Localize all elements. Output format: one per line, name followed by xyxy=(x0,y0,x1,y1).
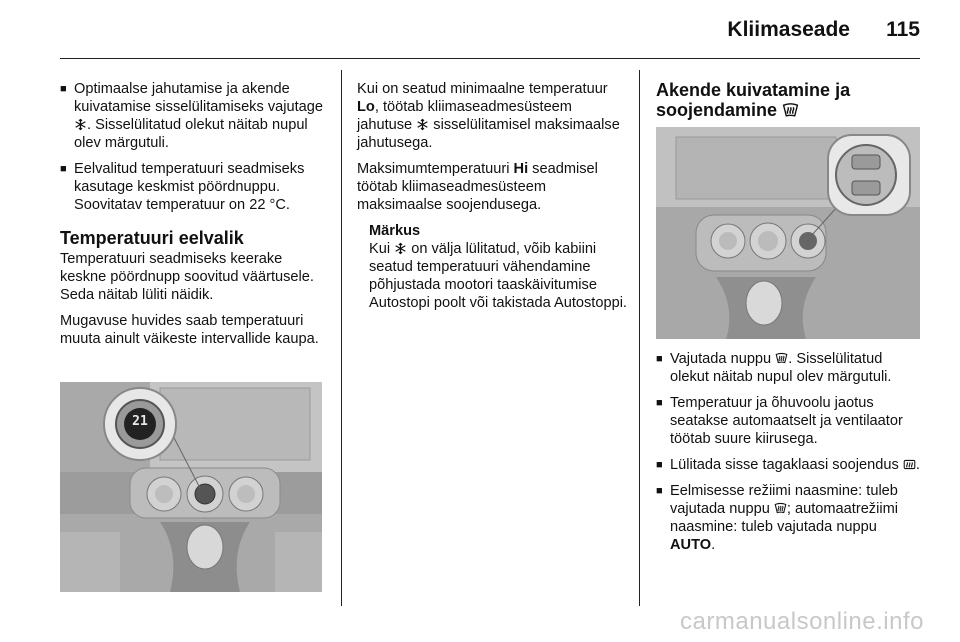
windscreen-defrost-icon xyxy=(774,502,787,515)
paragraph: Temperatuuri seadmiseks keerake keskne pöördnupp soovitud väärtusele. Seda näitab lüliti näidik. xyxy=(60,251,314,303)
paragraph: Maksimumtemperatuuri Hi seadmisel töötab kliimaseadmesüsteem maksimaalse soojendusega. xyxy=(357,161,598,213)
snowflake-icon xyxy=(416,118,429,131)
note-text: Kui on välja lülitatud, võib kabiini seatud temperatuuri vähendamine põhjustada mootori taaskäivitumise Autostopi poolt või takistada Autostoppi. xyxy=(369,241,627,311)
snowflake-icon xyxy=(74,118,87,131)
list-item xyxy=(656,350,924,386)
list-item xyxy=(656,482,924,554)
bullet-text: Eelmisesse režiimi naasmine: tuleb vajutada nuppu ; automaatrežiimi naasmine: tuleb vajutada nuppu AUTO. xyxy=(670,483,898,553)
windscreen-defrost-icon xyxy=(775,352,788,365)
windscreen-defrost-icon xyxy=(782,102,799,119)
bullet-mark: ■ xyxy=(656,397,663,409)
rear-window-heat-icon xyxy=(903,458,916,471)
column-3 xyxy=(656,80,924,122)
column-1 xyxy=(60,80,330,356)
column-divider-2 xyxy=(639,70,640,606)
list-item xyxy=(656,456,924,474)
bullet-mark: ■ xyxy=(60,83,67,95)
bullet-text: Eelvalitud temperatuuri seadmiseks kasutage keskmist pöördnuppu. Soovitatav temperatuur on 22 °C. xyxy=(74,161,305,213)
bullet-text: Vajutada nuppu . Sisselülitatud olekut näitab nupul olev märgutuli. xyxy=(670,351,892,385)
paragraph: Kui on seatud minimaalne temperatuur Lo, töötab kliimaseadmesüsteem jahutuse sisselülitamisel maksimaalse jahutusega. xyxy=(357,81,620,151)
bullet-text: Lülitada sisse tagaklaasi soojendus . xyxy=(670,457,920,473)
page-number: 115 xyxy=(886,18,920,41)
temperature-knob-photo xyxy=(60,382,322,592)
section-heading: Akende kuivatamine ja soojendamine xyxy=(656,80,851,120)
list-item xyxy=(656,394,924,448)
bullet-text: Optimaalse jahutamise ja akende kuivatamise sisselülitamiseks vajutage . Sisselülitatud olekut näitab nupul olev märgutuli. xyxy=(74,81,324,151)
list-item xyxy=(60,80,330,152)
watermark: carmanualsonline.info xyxy=(680,608,924,635)
page-header-title: Kliimaseade xyxy=(727,18,850,41)
bullet-text: Temperatuur ja õhuvoolu jaotus seatakse automaatselt ja ventilaator töötab suure kiirusega. xyxy=(670,395,903,447)
bullet-mark: ■ xyxy=(656,459,663,471)
bullet-mark: ■ xyxy=(60,163,67,175)
bullet-mark: ■ xyxy=(656,485,663,497)
note-block xyxy=(369,222,627,312)
paragraph: Mugavuse huvides saab temperatuuri muuta ainult väikeste intervallide kaupa. xyxy=(60,313,319,347)
note-title: Märkus xyxy=(369,223,421,239)
column-3-list xyxy=(656,350,924,562)
header-rule xyxy=(60,58,920,59)
defrost-button-photo xyxy=(656,127,920,339)
snowflake-icon xyxy=(394,242,407,255)
list-item xyxy=(60,160,330,214)
column-divider-1 xyxy=(341,70,342,606)
section-heading: Temperatuuri eelvalik xyxy=(60,228,244,248)
bullet-mark: ■ xyxy=(656,353,663,365)
temperature-display-readout: 21 xyxy=(132,414,148,429)
column-2 xyxy=(357,80,627,312)
